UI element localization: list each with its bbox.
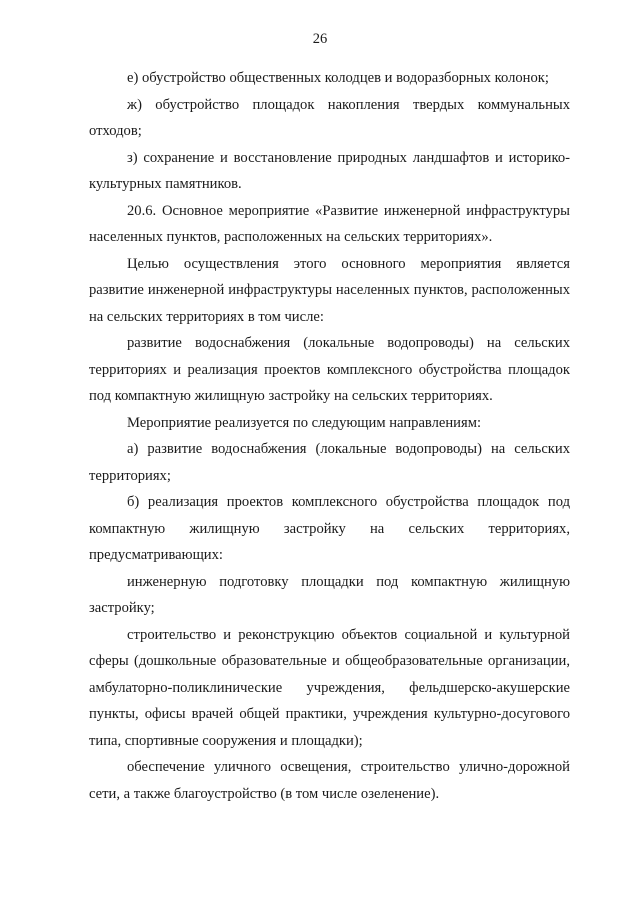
document-body <box>89 65 570 807</box>
paragraph-site-preparation: инженерную подготовку площадки под компактную жилищную застройку; <box>89 573 570 616</box>
paragraph-construction-objects: строительство и реконструкцию объектов социальной и культурной сферы (дошкольные образовательные и общеобразовательные организации, амбулаторно-поликлинические учреждения, фельдшерско-акушерские пункты, офисы врачей общей практики, учреждения культурно-досугового типа, спортивные сооружения и площадки); <box>89 626 570 749</box>
page-number: 26 <box>312 31 328 47</box>
paragraph-b-projects: б) реализация проектов комплексного обустройства площадок под компактную жилищную застройку на сельских территориях, предусматривающих: <box>89 494 570 563</box>
paragraph-water-supply-development: развитие водоснабжения (локальные водопроводы) на сельских территориях и реализация проектов комплексного обустройства площадок под компактную жилищную застройку на сельских территориях. <box>89 335 570 404</box>
paragraph-a-water-supply: а) развитие водоснабжения (локальные водопроводы) на сельских территориях; <box>89 441 570 484</box>
paragraph-directions-intro: Мероприятие реализуется по следующим направлениям: <box>127 414 481 431</box>
paragraph-street-lighting: обеспечение уличного освещения, строительство улично-дорожной сети, а также благоустройство (в том числе озеленение). <box>89 759 570 802</box>
paragraph-z-landscapes: з) сохранение и восстановление природных ландшафтов и историко-культурных памятников. <box>89 149 570 192</box>
paragraph-e-wells: е) обустройство общественных колодцев и водоразборных колонок; <box>127 70 549 86</box>
section-20-6-heading: 20.6. Основное мероприятие «Развитие инженерной инфраструктуры населенных пунктов, расположенных на сельских территориях». <box>89 202 570 245</box>
paragraph-zh-waste-sites: ж) обустройство площадок накопления твердых коммунальных отходов; <box>89 96 570 139</box>
paragraph-goal: Целью осуществления этого основного мероприятия является развитие инженерной инфраструктуры населенных пунктов, расположенных на сельских территориях в том числе: <box>89 255 570 325</box>
